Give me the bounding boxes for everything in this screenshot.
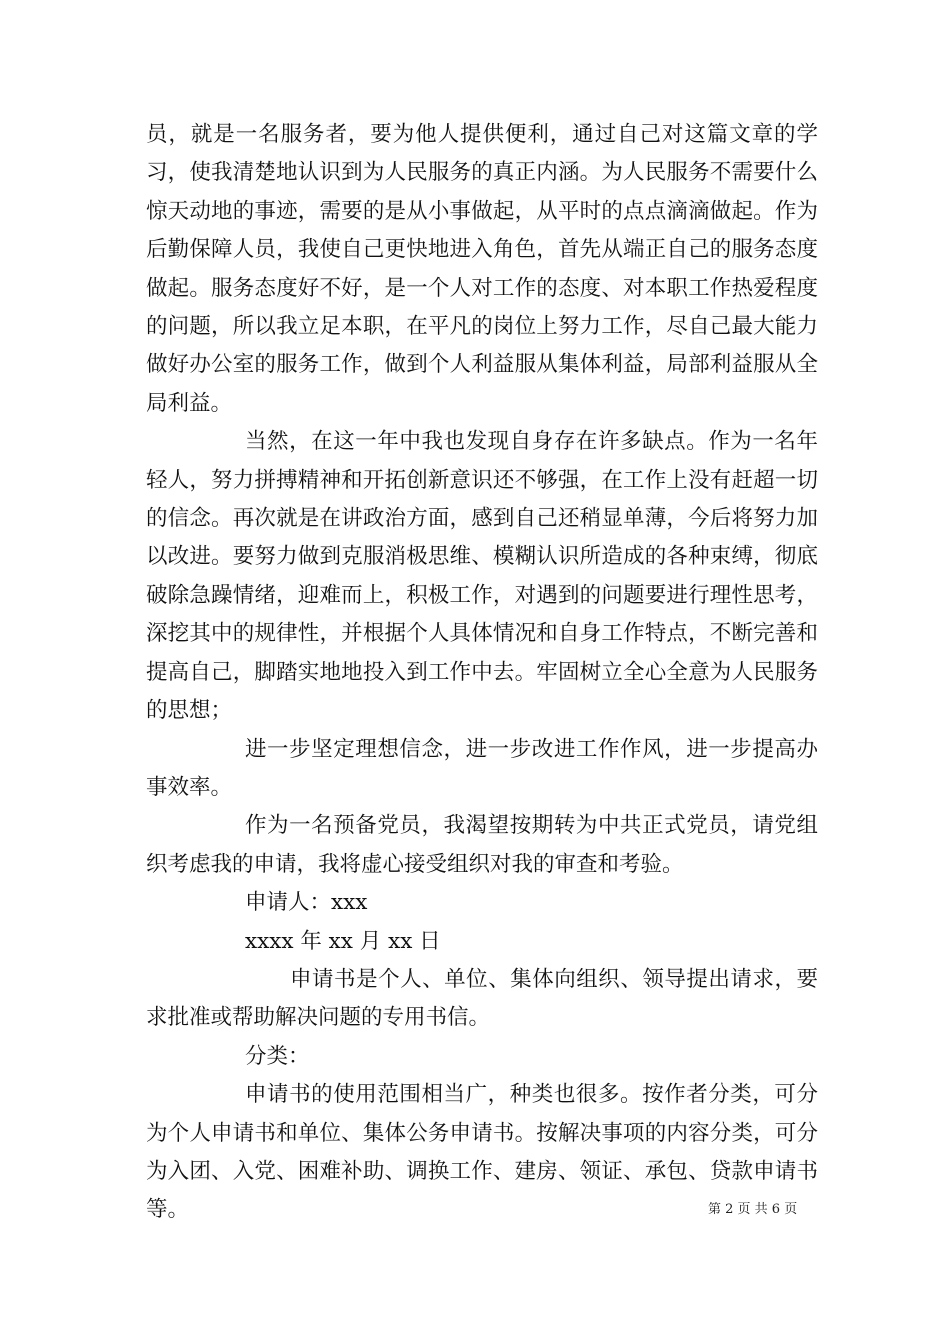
paragraph-definition: 申请书是个人、单位、集体向组织、领导提出请求，要求批准或帮助解决问题的专用书信。 [146,966,818,1031]
paragraph-commitment: 进一步坚定理想信念，进一步改进工作作风，进一步提高办事效率。 [146,736,818,800]
page-number-footer: 第 2 页 共 6 页 [708,1202,798,1217]
paragraph-classification: 申请书的使用范围相当广，种类也很多。按作者分类，可分为个人申请书和单位、集体公务申请书。按解决事项的内容分类，可分为入团、入党、困难补助、调换工作、建房、领证、承包、贷款申请书等。 [146,1082,818,1223]
paragraph-application-request: 作为一名预备党员，我渴望按期转为中共正式党员，请党组织考虑我的申请，我将虚心接受组织对我的审查和考验。 [146,813,818,877]
date-line: xxxx 年 xx 月 xx 日 [245,928,441,954]
paragraph-service-reflection: 员，就是一名服务者，要为他人提供便利，通过自己对这篇文章的学习，使我清楚地认识到为人民服务的真正内涵。为人民服务不需要什么惊天动地的事迹，需要的是从小事做起，从平时的点点滴滴做起。作为后勤保障人员，我使自己更快地进入角色，首先从端正自己的服务态度做起。服务态度好不好，是一个人对工作的态度、对本职工作热爱程度的问题，所以我立足本职，在平凡的岗位上努力工作，尽自己最大能力做好办公室的服务工作，做到个人利益服从集体利益，局部利益服从全局利益。 [146,122,818,416]
applicant-line: 申请人：xxx [245,890,368,916]
paragraph-shortcomings: 当然，在这一年中我也发现自身存在许多缺点。作为一名年轻人，努力拼搏精神和开拓创新意识还不够强，在工作上没有赶超一切的信念。再次就是在讲政治方面，感到自己还稍显单薄，今后将努力加以改进。要努力做到克服消极思维、模糊认识所造成的各种束缚，彻底破除急躁情绪，迎难而上，积极工作，对遇到的问题要进行理性思考，深挖其中的规律性，并根据个人具体情况和自身工作特点，不断完善和提高自己，脚踏实地地投入到工作中去。牢固树立全心全意为人民服务的思想； [146,429,818,724]
classification-heading: 分类： [245,1043,310,1069]
document-body [146,116,818,1230]
